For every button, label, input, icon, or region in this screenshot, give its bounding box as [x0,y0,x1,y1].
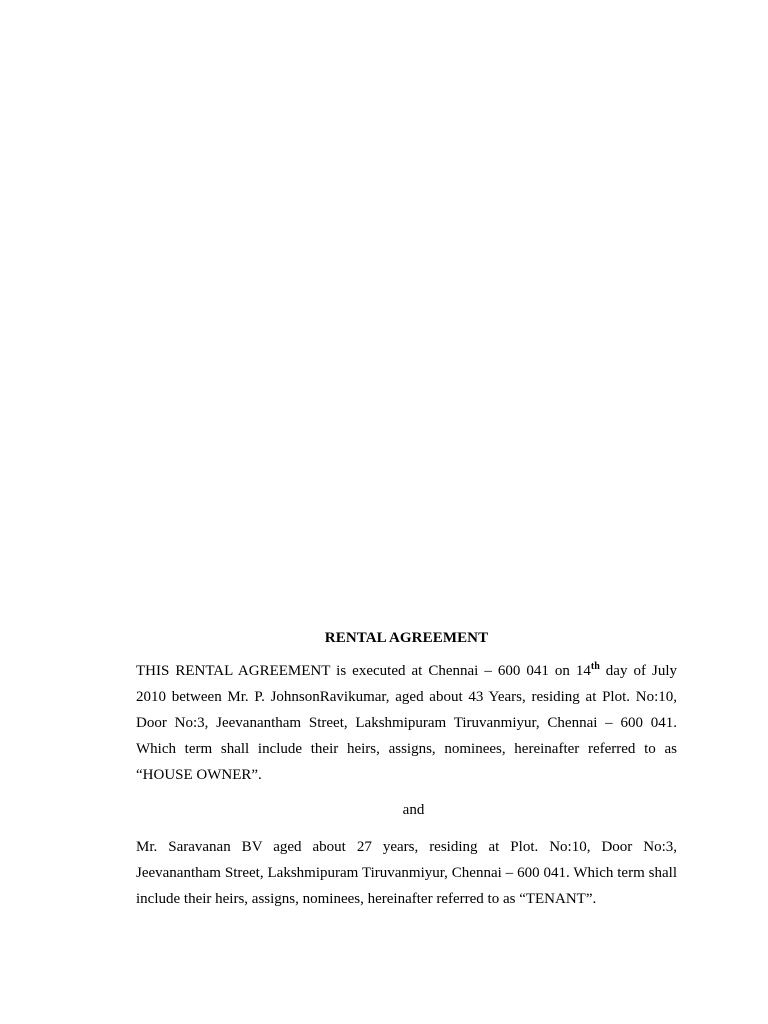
owner-paragraph-text-start: THIS RENTAL AGREEMENT is executed at Chennai – 600 041 on 14 [136,663,591,679]
conjunction-and: and [402,802,425,818]
date-ordinal-suffix: th [590,661,600,672]
owner-paragraph-text-end: day of July 2010 between Mr. P. JohnsonRavikumar, aged about 43 Years, residing at Plot. No:10, Door No:3, Jeevanantham Street, Lakshmipuram Tiruvanmiyur, Chennai – 600 041. Which term shall include their heirs, assigns, nominees, hereinafter referred to as “HOUSE OWNER”. [136,663,677,783]
owner-paragraph [136,658,677,788]
agreement-body [136,628,677,912]
tenant-paragraph: Mr. Saravanan BV aged about 27 years, residing at Plot. No:10, Door No:3, Jeevanantham Street, Lakshmipuram Tiruvanmiyur, Chennai – 600 041. Which term shall include their heirs, assigns, nominees, hereinafter referred to as “TENANT”. [136,839,677,907]
document-title: RENTAL AGREEMENT [324,630,489,646]
